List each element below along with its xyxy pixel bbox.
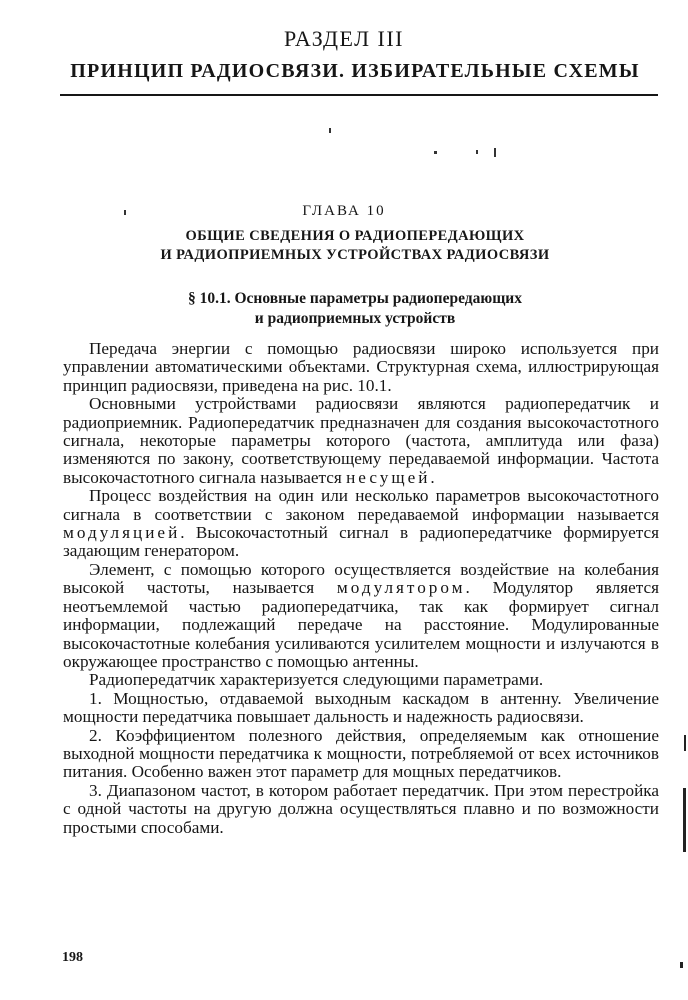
margin-mark [683, 788, 686, 852]
paragraph-heading-line: § 10.1. Основные параметры радиопередающих [188, 290, 522, 307]
chapter-label: ГЛАВА 10 [302, 203, 386, 219]
text-run: Основными устройствами радиосвязи являются радиопередатчик и радиоприемник. Радиопередатчик предназначен для создания высокочастотного сигнала, некоторые параметры которого (частота, амплитуда или фаза) изменяются по закону, соответствующему передаваемой информации. Частота высокочастотного сигнала называется [63, 394, 659, 487]
scan-speck [476, 150, 478, 154]
text-run: Процесс воздействия на один или несколько параметров высокочастотного сигнала в соответствии с законом передаваемой информации называется [63, 486, 659, 524]
body-paragraph [63, 487, 659, 561]
chapter-title [120, 227, 590, 265]
list-item: 1. Мощностью, отдаваемой выходным каскадом в антенну. Увеличение мощности передатчика повышает дальность и надежность радиосвязи. [63, 688, 659, 727]
list-item: 2. Коэффициентом полезного действия, определяемым как отношение выходной мощности передатчика к мощности, потребляемой от всех источников питания. Особенно важен этот параметр для мощных передатчиков. [63, 725, 659, 782]
body-paragraph [63, 395, 659, 487]
text-run: . [430, 467, 435, 487]
text-run: . Модулятор является неотъемлемой частью радиопередатчика, так как формирует сигнал информации, подлежащий передаче на расстояние. Модулированные высокочастотные колебания усиливаются усилителем мощности и излучаются в окружающее пространство с помощью антенны. [63, 578, 659, 671]
emphasized-term: модулятором [336, 578, 466, 598]
body-paragraph: Передача энергии с помощью радиосвязи широко используется при управлении автоматическими объектами. Структурная схема, иллюстрирующая принцип радиосвязи, приведена на рис. 10.1. [63, 339, 659, 395]
chapter-title-line: ОБЩИЕ СВЕДЕНИЯ О РАДИОПЕРЕДАЮЩИХ [185, 228, 525, 244]
section-label: РАЗДЕЛ III [284, 26, 404, 51]
scan-speck [329, 128, 331, 133]
body-paragraph [63, 561, 659, 671]
emphasized-term: несущей [346, 467, 431, 487]
emphasized-term: модуляцией [63, 523, 181, 543]
list-item: 3. Диапазоном частот, в котором работает передатчик. При этом перестройка с одной частоты на другую должна осуществляться плавно и по возможности простыми способами. [63, 780, 659, 837]
scan-speck [494, 148, 496, 157]
margin-mark [684, 735, 686, 751]
text-run: . Высокочастотный сигнал в радиопередатчике формируется задающим генератором. [63, 523, 659, 561]
paragraph-heading-line: и радиоприемных устройств [254, 310, 456, 327]
page-number: 198 [62, 950, 83, 965]
section-divider [60, 94, 658, 96]
section-title: ПРИНЦИП РАДИОСВЯЗИ. ИЗБИРАТЕЛЬНЫЕ СХЕМЫ [70, 60, 640, 82]
body-paragraph: Радиопередатчик характеризуется следующими параметрами. [89, 670, 544, 690]
chapter-title-line: И РАДИОПРИЕМНЫХ УСТРОЙСТВАХ РАДИОСВЯЗИ [160, 247, 550, 263]
body-text [63, 340, 659, 837]
paragraph-heading [150, 289, 560, 329]
scan-speck [434, 151, 437, 154]
text-run: Элемент, с помощью которого осуществляется воздействие на колебания высокой частоты, называется [63, 559, 659, 598]
margin-mark [680, 962, 683, 968]
